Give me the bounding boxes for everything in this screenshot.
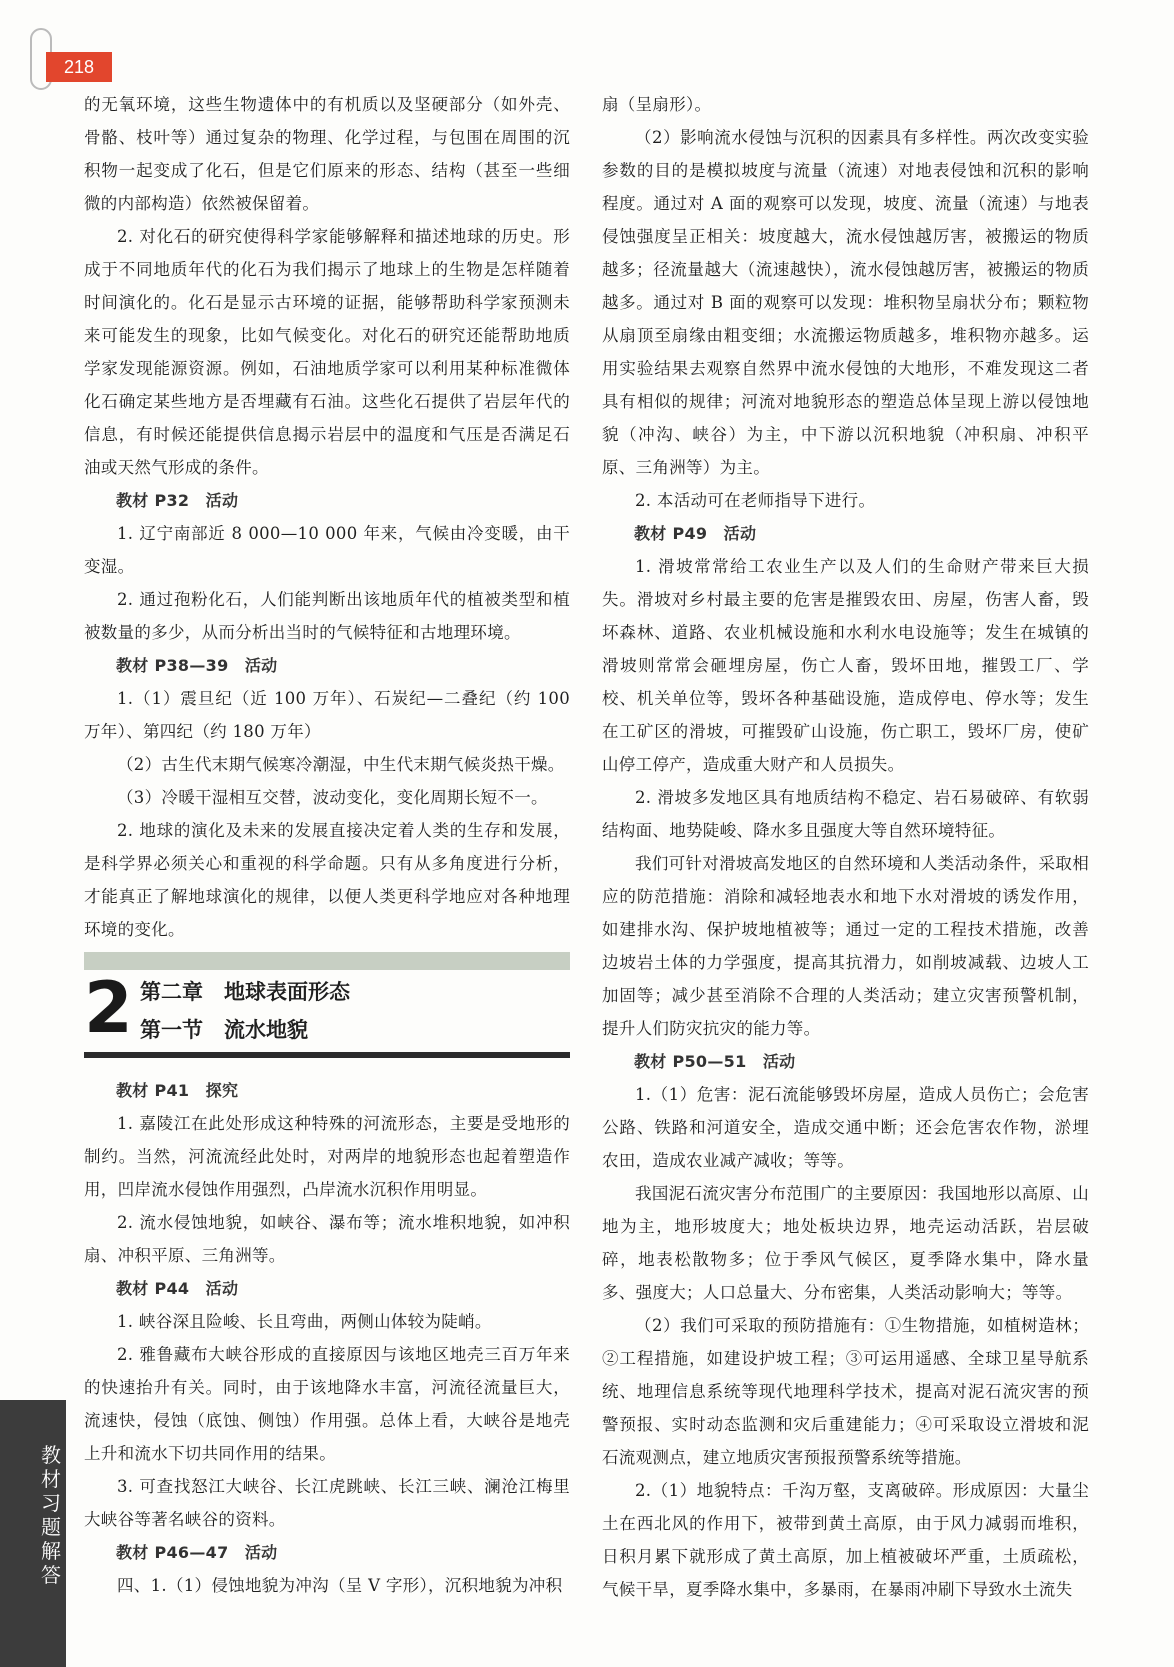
paragraph: （2）影响流水侵蚀与沉积的因素具有多样性。两次改变实验参数的目的是模拟坡度与流量（流速）对地表侵蚀和沉积的影响程度。通过对 A 面的观察可以发现，坡度、流量（流速）与地表侵蚀强度呈正相关：坡度越大，流水侵蚀越厉害，被搬运的物质越多；径流量越大（流速越快），流水侵蚀越厉害，被搬运的物质越多。通过对 B 面的观察可以发现：堆积物呈扇状分布；颗粒物从扇顶至扇缘由粗变细；水流搬运物质越多，堆积物亦越多。运用实验结果去观察自然界中流水侵蚀的大地形，不难发现这二者具有相似的规律；河流对地貌形态的塑造总体呈现上游以侵蚀地貌（冲沟、峡谷）为主，中下游以沉积地貌（冲积扇、冲积平原、三角洲等）为主。 [602,128,1089,477]
chapter-header [84,952,570,1070]
chapter-number: 2 [84,967,133,1049]
chapter-band [84,952,570,970]
section-heading: 教材 P46—47 活动 [116,1543,278,1562]
paragraph: 1.（1）震旦纪（近 100 万年）、石炭纪—二叠纪（约 100 万年）、第四纪（约 180 万年） [84,689,570,741]
paragraph: 1. 辽宁南部近 8 000—10 000 年来，气候由冷变暖，由干变湿。 [84,524,570,576]
paragraph: 1. 嘉陵江在此处形成这种特殊的河流形态，主要是受地形的制约。当然，河流流经此处时，对两岸的地貌形态也起着塑造作用，凹岸流水侵蚀作用强烈，凸岸流水沉积作用明显。 [84,1114,570,1199]
section-heading: 教材 P49 活动 [634,524,757,543]
paragraph: 1. 滑坡常常给工农业生产以及人们的生命财产带来巨大损失。滑坡对乡村最主要的危害是摧毁农田、房屋，伤害人畜，毁坏森林、道路、农业机械设施和水利水电设施等；发生在城镇的滑坡则常常会砸埋房屋，伤亡人畜，毁坏田地，摧毁工厂、学校、机关单位等，毁坏各种基础设施，造成停电、停水等；发生在工矿区的滑坡，可摧毁矿山设施，伤亡职工，毁坏厂房，使矿山停工停产，造成重大财产和人员损失。 [602,557,1089,774]
paragraph: 2. 滑坡多发地区具有地质结构不稳定、岩石易破碎、有软弱结构面、地势陡峻、降水多且强度大等自然环境特征。 [602,788,1089,840]
paragraph: （2）我们可采取的预防措施有：①生物措施，如植树造林；②工程措施，如建设护坡工程；③可运用遥感、全球卫星导航系统、地理信息系统等现代地理科学技术，提高对泥石流灾害的预警预报、实时动态监测和灾后重建能力；④可采取设立滑坡和泥石流观测点，建立地质灾害预报预警系统等措施。 [602,1316,1089,1467]
paragraph: 2.（1）地貌特点：千沟万壑，支离破碎。形成原因：大量尘土在西北风的作用下，被带到黄土高原，由于风力减弱而堆积，日积月累下就形成了黄土高原，加上植被破坏严重，土质疏松，气候干旱，夏季降水集中，多暴雨，在暴雨冲刷下导致水土流失 [602,1481,1089,1599]
right-column [602,88,1089,1606]
paragraph: 我们可针对滑坡高发地区的自然环境和人类活动条件，采取相应的防范措施：消除和减轻地表水和地下水对滑坡的诱发作用，如建排水沟、保护坡地植被等；通过一定的工程技术措施，改善边坡岩土体的力学强度，提高其抗滑力，如削坡减载、边坡人工加固等；减少甚至消除不合理的人类活动；建立灾害预警机制，提升人们防灾抗灾的能力等。 [602,854,1089,1038]
paragraph: 1.（1）危害：泥石流能够毁坏房屋，造成人员伤亡；会危害公路、铁路和河道安全，造成交通中断；还会危害农作物，淤埋农田，造成农业减产减收；等等。 [602,1085,1089,1170]
paragraph: 2. 本活动可在老师指导下进行。 [635,491,876,510]
section-heading: 教材 P32 活动 [116,491,239,510]
section-heading: 教材 P41 探究 [116,1081,239,1100]
paragraph: 2. 地球的演化及未来的发展直接决定着人类的生存和发展，是科学界必须关心和重视的科学命题。只有从多角度进行分析，才能真正了解地球演化的规律，以便人类更科学地应对各种地理环境的变化。 [84,821,570,939]
chapter-rule [84,1052,570,1058]
section-heading: 教材 P38—39 活动 [116,656,278,675]
paragraph: （3）冷暖干湿相互交替，波动变化，变化周期长短不一。 [117,788,548,807]
side-label: 教材习题解答 [41,1443,61,1587]
paragraph: 1. 峡谷深且险峻、长且弯曲，两侧山体较为陡峭。 [117,1312,492,1331]
paragraph: 2. 雅鲁藏布大峡谷形成的直接原因与该地区地壳三百万年来的快速抬升有关。同时，由于该地降水丰富，河流径流量巨大，流速快，侵蚀（底蚀、侧蚀）作用强。总体上看，大峡谷是地壳上升和流水下切共同作用的结果。 [84,1345,570,1463]
paragraph: 的无氧环境，这些生物遗体中的有机质以及坚硬部分（如外壳、骨骼、枝叶等）通过复杂的物理、化学过程，与包围在周围的沉积物一起变成了化石，但是它们原来的形态、结构（甚至一些细微的内部构造）依然被保留着。 [84,95,570,213]
paragraph: 3. 可查找怒江大峡谷、长江虎跳峡、长江三峡、澜沧江梅里大峡谷等著名峡谷的资料。 [84,1477,570,1529]
paragraph: 2. 通过孢粉化石，人们能判断出该地质年代的植被类型和植被数量的多少，从而分析出当时的气候特征和古地理环境。 [84,590,570,642]
paragraph: 2. 流水侵蚀地貌，如峡谷、瀑布等；流水堆积地貌，如冲积扇、冲积平原、三角洲等。 [84,1213,570,1265]
paragraph: 四、1.（1）侵蚀地貌为冲沟（呈 V 字形），沉积地貌为冲积 [117,1576,563,1595]
section-heading: 教材 P50—51 活动 [634,1052,796,1071]
paragraph: （2）古生代末期气候寒冷潮湿，中生代末期气候炎热干燥。 [117,755,565,774]
paragraph: 2. 对化石的研究使得科学家能够解释和描述地球的历史。形成于不同地质年代的化石为我们揭示了地球上的生物是怎样随着时间演化的。化石是显示古环境的证据，能够帮助科学家预测未来可能发生的现象，比如气候变化。对化石的研究还能帮助地质学家发现能源资源。例如，石油地质学家可以利用某种标准微体化石确定某些地方是否埋藏有石油。这些化石提供了岩层年代的信息，有时候还能提供信息揭示岩层中的温度和气压是否满足石油或天然气形成的条件。 [84,227,570,477]
paragraph: 扇（呈扇形）。 [602,95,712,114]
chapter-title: 第二章 地球表面形态 [140,980,350,1004]
section-heading: 教材 P44 活动 [116,1279,239,1298]
page-number: 218 [46,52,112,82]
section-title: 第一节 流水地貌 [140,1018,308,1042]
left-column [84,88,570,1602]
paragraph: 我国泥石流灾害分布范围广的主要原因：我国地形以高原、山地为主，地形坡度大；地处板块边界，地壳运动活跃，岩层破碎，地表松散物多；位于季风气候区，夏季降水集中，降水量多、强度大；人口总量大、分布密集，人类活动影响大；等等。 [602,1184,1089,1302]
